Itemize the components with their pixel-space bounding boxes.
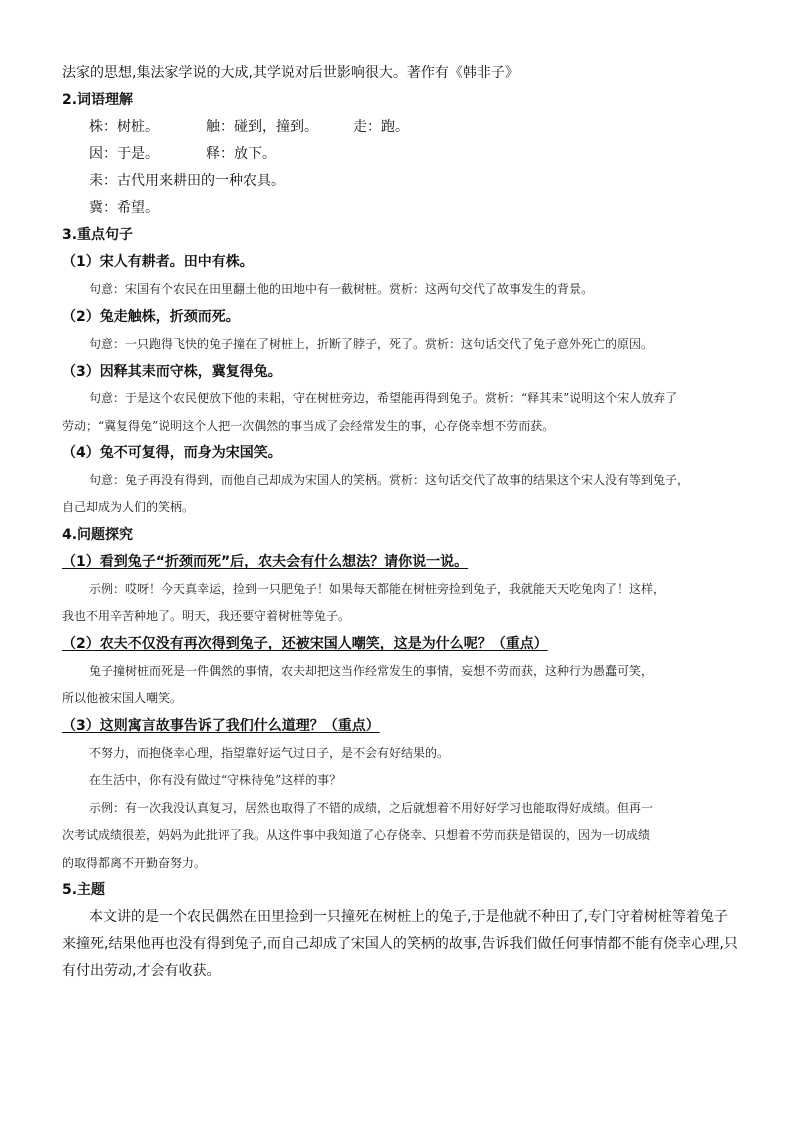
- vocab-yin: 因：于是。: [89, 146, 159, 162]
- question-2-line-1: 兔子撞树桩而死是一件偶然的事情，农夫却把这当作经常发生的事情，妄想不劳而获，这种行为愚蠢可笑，: [89, 664, 654, 678]
- vocab-shi: 释：放下。: [206, 146, 276, 162]
- theme-line-3: 有付出劳动,才会有收获。: [62, 963, 221, 979]
- question-3-line-5: 的取得都离不开勤奋努力。: [62, 856, 207, 870]
- sentence-4-title: （4）兔不可复得，而身为宋国笑。: [62, 445, 282, 461]
- sentence-3-line-1: 句意：于是这个农民便放下他的耒耜，守在树桩旁边，希望能再得到兔子。赏析：“释其耒”说明这个宋人放弃了: [89, 391, 678, 405]
- sentence-4-line-1: 句意：兔子再没有得到，而他自己却成为宋国人的笑柄。赏析：这句话交代了故事的结果这个宋人没有等到兔子，: [89, 473, 690, 487]
- question-3-line-3: 示例：有一次我没认真复习，居然也取得了不错的成绩，之后就想着不用好好学习也能取得好成绩。但再一: [89, 801, 654, 815]
- question-1-line-1: 示例：哎呀！今天真幸运，捡到一只肥兔子！如果每天都能在树桩旁捡到兔子，我就能天天吃兔肉了！这样，: [89, 582, 666, 596]
- sentence-1-line-1: 句意：宋国有个农民在田里翻土他的田地中有一截树桩。赏析：这两句交代了故事发生的背景。: [89, 282, 594, 296]
- sentence-1-title: （1）宋人有耕者。田中有株。: [62, 254, 254, 270]
- vocab-zou: 走：跑。: [353, 119, 409, 135]
- section-5-title: 5.主题: [62, 882, 106, 898]
- question-3-title: （3）这则寓言故事告诉了我们什么道理？（重点）: [62, 718, 380, 734]
- vocab-ji: 冀：希望。: [89, 200, 159, 216]
- question-1-line-2: 我也不用辛苦种地了。明天，我还要守着树桩等兔子。: [62, 609, 351, 623]
- vocab-lei: 耒：古代用来耕田的一种农具。: [89, 173, 285, 189]
- question-2-line-2: 所以他被宋国人嘲笑。: [62, 691, 183, 705]
- sentence-2-line-1: 句意：一只跑得飞快的兔子撞在了树桩上，折断了脖子，死了。赏析：这句话交代了兔子意外死亡的原因。: [89, 337, 654, 351]
- question-3-line-2: 在生活中，你有没有做过“守株待兔”这样的事？: [89, 773, 342, 787]
- theme-line-2: 来撞死,结果他再也没有得到兔子,而自己却成了宋国人的笑柄的故事,告诉我们做任何事情都不能有侥幸心理,只: [62, 936, 738, 952]
- question-3-line-4: 次考试成绩很差，妈妈为此批评了我。从这件事中我知道了心存侥幸、只想着不劳而获是错误的，因为一切成绩: [62, 828, 651, 842]
- section-2-title: 2.词语理解: [62, 92, 134, 108]
- vocab-chu: 触：碰到，撞到。: [206, 119, 318, 135]
- theme-line-1: 本文讲的是一个农民偶然在田里捡到一只撞死在树桩上的兔子,于是他就不种田了,专门守着树桩等着兔子: [89, 909, 728, 925]
- intro-line: 法家的思想,集法家学说的大成,其学说对后世影响很大。著作有《韩非子》: [62, 65, 519, 81]
- question-3-line-1: 不努力，而抱侥幸心理，指望靠好运气过日子，是不会有好结果的。: [89, 746, 450, 760]
- sentence-2-title: （2）兔走触株，折颈而死。: [62, 309, 240, 325]
- section-4-title: 4.问题探究: [62, 527, 134, 543]
- sentence-4-line-2: 自己却成为人们的笑柄。: [62, 500, 195, 514]
- sentence-3-line-2: 劳动；“冀复得兔”说明这个人把一次偶然的事当成了会经常发生的事，心存侥幸想不劳而获。: [62, 419, 555, 433]
- question-2-title: （2）农夫不仅没有再次得到兔子，还被宋国人嘲笑，这是为什么呢？（重点）: [62, 636, 548, 652]
- section-3-title: 3.重点句子: [62, 227, 134, 243]
- question-1-title: （1）看到兔子“折颈而死”后，农夫会有什么想法？请你说一说。: [62, 554, 469, 570]
- vocab-zhu: 株：树桩。: [89, 119, 159, 135]
- sentence-3-title: （3）因释其耒而守株，冀复得兔。: [62, 364, 282, 380]
